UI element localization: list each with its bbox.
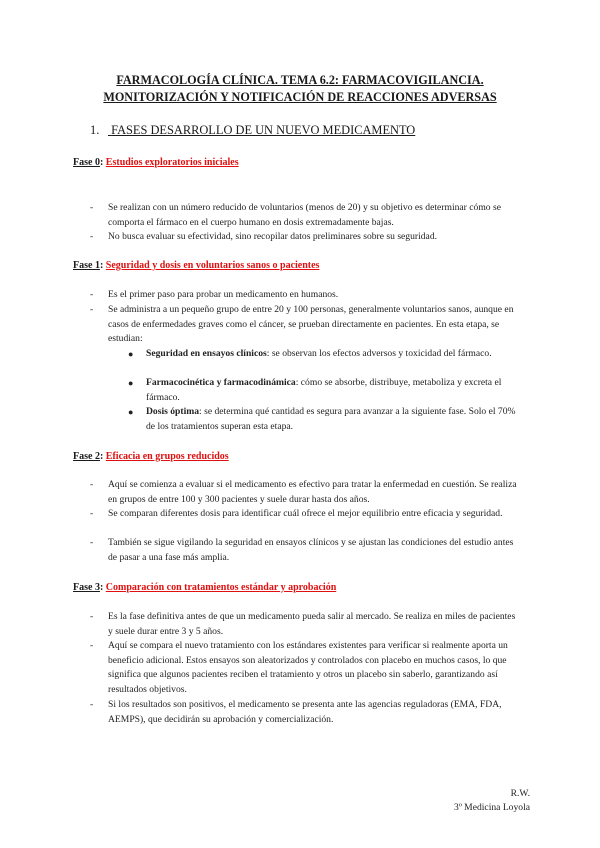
page-title [40, 72, 560, 106]
section-number: 1. [90, 123, 100, 137]
phase-key: Fase 3 [73, 582, 100, 593]
phase-title: Seguridad y dosis en voluntarios sanos o pacientes [105, 260, 320, 271]
list-item: - Se comparan diferentes dosis para identificar cuál ofrece el mejor equilibrio entre eficacia y seguridad. [90, 508, 503, 519]
phase-title: Eficacia en grupos reducidos [105, 451, 229, 462]
phase-1-heading: Fase 1: Seguridad y dosis en voluntarios sanos o pacientes [73, 260, 320, 271]
list-item: - Es la fase definitiva antes de que un medicamento pueda salir al mercado. Se realiza en miles de pacientes y suele durar entre 3 y 5 años. [90, 611, 516, 637]
list-item: - Si los resultados son positivos, el medicamento se presenta ante las agencias reguladoras (EMA, FDA, AEMPS), que decidirán su aprobación y comercialización. [90, 699, 502, 725]
phase-3-heading: Fase 3: Comparación con tratamientos estándar y aprobación [73, 582, 337, 593]
title-line-1: FARMACOLOGÍA CLÍNICA. TEMA 6.2: FARMACOVIGILANCIA. [116, 73, 484, 87]
list-item: - Aquí se comienza a evaluar si el medicamento es efectivo para tratar la enfermedad en cuestión. Se realiza en grupos de entre 100 y 300 pacientes y suele durar hasta dos años. [90, 479, 517, 505]
phase-key: Fase 0 [73, 157, 100, 168]
section-heading [90, 123, 415, 138]
sub-list-item: ● Farmacocinética y farmacodinámica: cómo se absorbe, distribuye, metaboliza y excreta el fármaco. [128, 377, 502, 403]
phase-0-heading: Fase 0: Estudios exploratorios iniciales [73, 157, 239, 168]
sub-list-item: ● Seguridad en ensayos clínicos: se observan los efectos adversos y toxicidad del fármaco. [128, 348, 492, 359]
phase-2-heading: Fase 2: Eficacia en grupos reducidos [73, 451, 229, 462]
list-item: - Aquí se compara el nuevo tratamiento con los estándares existentes para verificar si realmente aporta un beneficio adicional. Estos ensayos son aleatorizados y controlados con placebo en muchos casos, lo que significa que algunos pacientes reciben el tratamiento y otros un placebo sin saberlo, garantizando así resultados objetivos. [90, 640, 508, 696]
list-item: - También se sigue vigilando la seguridad en ensayos clínicos y se ajustan las condiciones del estudio antes de pasar a una fase más amplia. [90, 537, 514, 563]
list-item: - Se realizan con un número reducido de voluntarios (menos de 20) y su objetivo es determinar cómo se comporta el fármaco en el cuerpo humano en dosis extremadamente bajas. [90, 202, 501, 228]
section-label: FASES DESARROLLO DE UN NUEVO MEDICAMENTO [111, 123, 416, 137]
phase-title: Comparación con tratamientos estándar y aprobación [105, 582, 337, 593]
footer-author: R.W. [510, 788, 530, 799]
phase-title: Estudios exploratorios iniciales [105, 157, 239, 168]
list-item: - Es el primer paso para probar un medicamento en humanos. [90, 289, 339, 300]
title-line-2: MONITORIZACIÓN Y NOTIFICACIÓN DE REACCIONES ADVERSAS [103, 90, 497, 104]
list-item: - No busca evaluar su efectividad, sino recopilar datos preliminares sobre su seguridad. [90, 231, 438, 242]
footer-course: 3º Medicina Loyola [454, 802, 530, 813]
sub-list-item: ● Dosis óptima: se determina qué cantidad es segura para avanzar a la siguiente fase. Solo el 70% de los tratamientos superan esta etapa. [128, 406, 516, 432]
list-item: - Se administra a un pequeño grupo de entre 20 y 100 personas, generalmente voluntarios sanos, aunque en casos de enfermedades graves como el cáncer, se prueban directamente en pacientes. En esta etapa, se estudian: [90, 304, 514, 345]
phase-key: Fase 1 [73, 260, 100, 271]
phase-key: Fase 2 [73, 451, 100, 462]
